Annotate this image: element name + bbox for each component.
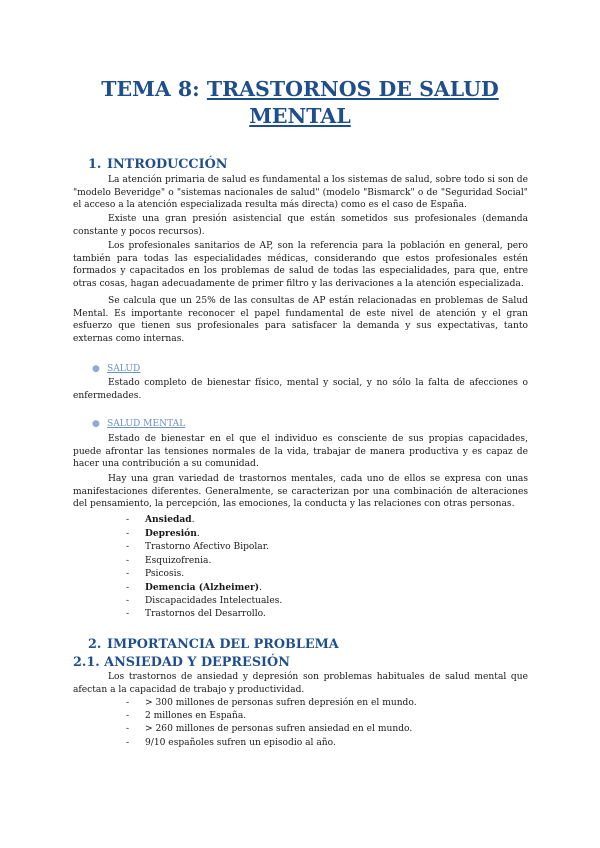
facts-list (126, 697, 417, 750)
list-item: - Psicosis. (126, 568, 185, 579)
section-2-title: IMPORTANCIA DEL PROBLEMA (107, 637, 339, 652)
salud-label: SALUD (107, 364, 141, 374)
salud-mental-bullet (92, 419, 185, 429)
section-2-number: 2. (88, 637, 102, 652)
intro-paragraph-4: Se calcula que un 25% de las consultas de AP están relacionadas en problemas de Salud Mental. Es importante reconocer el papel fundamental de este nivel de atención y el gran esfuerzo que tienen sus profesionales para satisfacer la demanda y sus expectativas, tanto externas como internas. (73, 296, 528, 344)
subsection-2-1-heading: 2.1. ANSIEDAD Y DEPRESIÓN (73, 655, 290, 670)
list-item: - Demencia (Alzheimer). (126, 582, 262, 594)
section-2-heading (88, 637, 339, 652)
list-item: - Ansiedad. (126, 514, 195, 525)
intro-paragraph-3: Los profesionales sanitarios de AP, son la referencia para la población en general, pero también para todas las especialidades médicas, considerando que estos profesionales estén formados y capacitados en los problemas de salud de todas las especialidades, para que, entre otras cosas, hagan adecuadamente de primer filtro y las derivaciones a la atención especializada. (73, 241, 528, 289)
section-1-number: 1. (88, 157, 102, 172)
salud-mental-definition: Estado de bienestar en el que el individuo es consciente de sus propias capacidades, puede afrontar las tensiones normales de la vida, trabajar de manera productiva y es capaz de hacer una contribución a su comunidad. (73, 434, 528, 470)
page-title (60, 76, 540, 130)
list-item: - 9/10 españoles sufren un episodio al año. (126, 737, 336, 748)
disorders-list (126, 513, 282, 622)
list-item: - > 260 millones de personas sufren ansiedad en el mundo. (126, 724, 413, 735)
section-2-intro: Los trastornos de ansiedad y depresión son problemas habituales de salud mental que afectan a la capacidad de trabajo y productividad. (73, 672, 528, 695)
list-item: - Esquizofrenia. (126, 555, 212, 566)
title-main: TRASTORNOS DE SALUD (206, 77, 499, 101)
bullet-icon: ● (92, 419, 100, 429)
intro-paragraph-2: Existe una gran presión asistencial que están sometidos sus profesionales (demanda constante y pocos recursos). (73, 214, 528, 237)
list-item: - Trastornos del Desarrollo. (126, 609, 266, 620)
list-item: - > 300 millones de personas sufren depresión en el mundo. (126, 698, 417, 708)
section-1-heading (88, 157, 227, 172)
section-1-title: INTRODUCCIÓN (107, 157, 228, 172)
salud-bullet (92, 364, 140, 374)
salud-mental-paragraph: Hay una gran variedad de trastornos mentales, cada uno de ellos se expresa con unas manifestaciones diferentes. Generalmente, se caracterizan por una combinación de alteraciones del pensamiento, la percepción, las emociones, la conducta y las relaciones con otras personas. (73, 474, 528, 510)
list-item: - Depresión. (126, 528, 200, 540)
title-line2: MENTAL (249, 104, 351, 128)
intro-paragraph-1: La atención primaria de salud es fundamental a los sistemas de salud, sobre todo si son de "modelo Beveridge" o "sistemas nacionales de salud" (modelo "Bismarck" o de "Seguridad Social" el acceso a la atención especializada resulta más directa) como es el caso de España. (73, 175, 528, 211)
list-item: - Discapacidades Intelectuales. (126, 596, 283, 607)
list-item: - 2 millones en España. (126, 711, 247, 722)
title-prefix: TEMA 8: (101, 77, 207, 101)
salud-definition: Estado completo de bienestar físico, mental y social, y no sólo la falta de afecciones o enfermedades. (73, 378, 528, 401)
bullet-icon: ● (92, 364, 100, 374)
list-item: - Trastorno Afectivo Bipolar. (126, 542, 269, 553)
salud-mental-label: SALUD MENTAL (107, 419, 186, 429)
